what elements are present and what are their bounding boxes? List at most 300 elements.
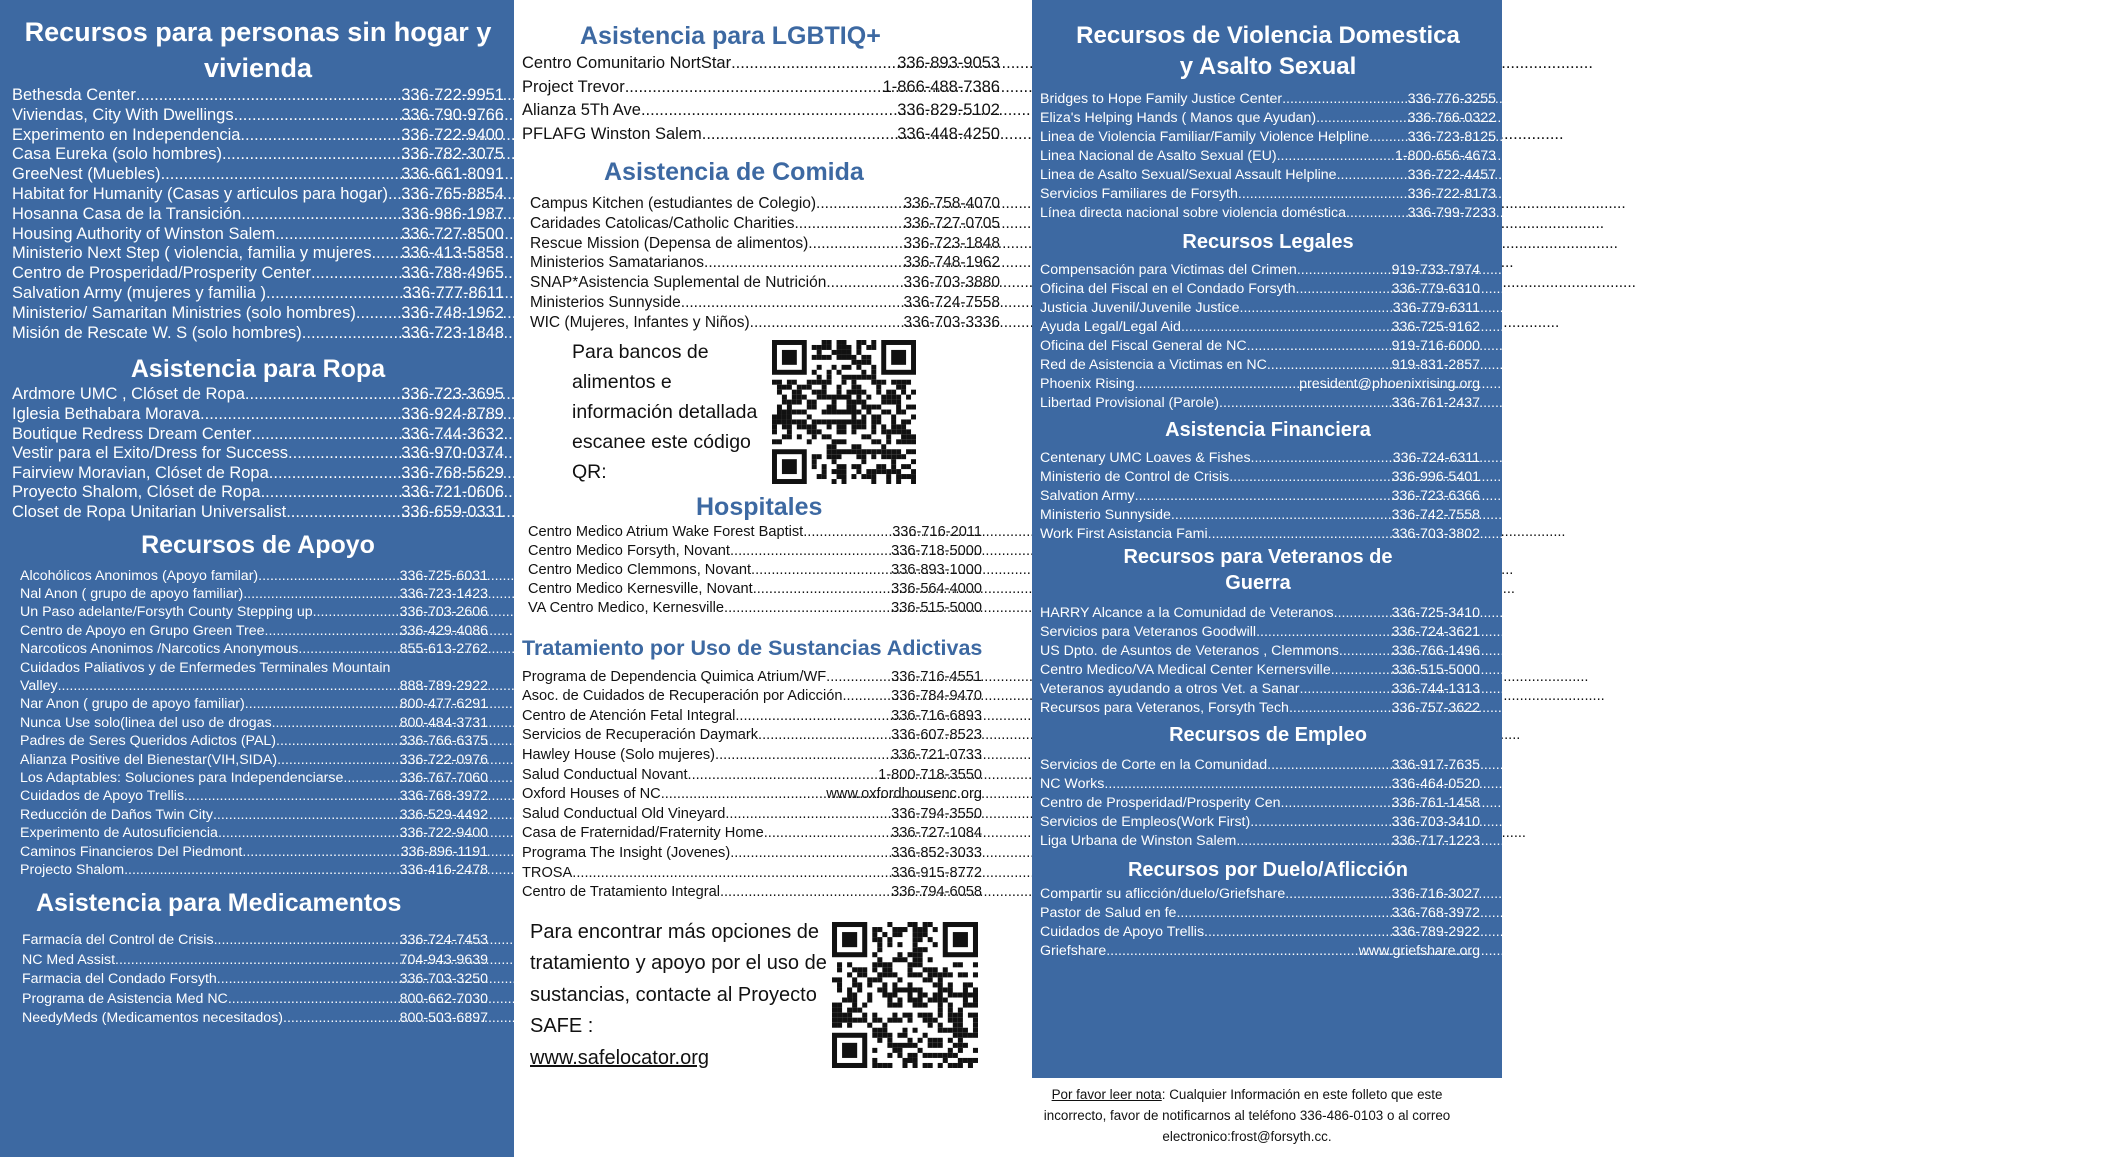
item-contact[interactable]: 336-748-1962 bbox=[903, 254, 1000, 272]
list-item bbox=[22, 1009, 488, 1029]
item-name: Alcohólicos Anonimos (Apoyo familar) bbox=[20, 567, 259, 584]
item-contact[interactable]: 336-777-8611 bbox=[402, 283, 504, 302]
item-contact[interactable]: 919-831-2857 bbox=[1391, 357, 1480, 373]
employment-title: Recursos de Empleo bbox=[1169, 724, 1367, 746]
leader-dots bbox=[115, 951, 400, 971]
item-contact[interactable]: 336-794-6058 bbox=[891, 884, 982, 901]
leader-dots bbox=[702, 123, 898, 147]
item-contact[interactable]: 1-800-718-3550 bbox=[878, 766, 982, 783]
meds-list bbox=[12, 931, 504, 1029]
item-contact[interactable]: 336-789-2922 bbox=[1391, 924, 1480, 940]
item-contact[interactable]: 336-703-3250 bbox=[399, 971, 488, 988]
item-contact[interactable]: 336-893-9053 bbox=[897, 54, 1000, 72]
item-contact[interactable]: 336-765-8854 bbox=[401, 184, 504, 203]
item-contact[interactable]: 336-661-8091 bbox=[401, 165, 504, 184]
leader-dots bbox=[730, 844, 891, 864]
item-contact[interactable]: 336-742-7558 bbox=[1391, 507, 1480, 523]
item-contact[interactable]: 336-799-7233 bbox=[1407, 205, 1496, 221]
list-item bbox=[530, 234, 1000, 254]
item-contact[interactable]: 336-607-8523 bbox=[891, 727, 982, 744]
lgbtiq-list bbox=[522, 52, 1022, 146]
item-contact[interactable]: 336-718-5000 bbox=[891, 542, 982, 559]
list-item bbox=[12, 106, 504, 126]
list-item bbox=[12, 324, 504, 344]
item-contact[interactable]: 336-464-0520 bbox=[1391, 776, 1480, 792]
leader-dots bbox=[1282, 90, 1408, 109]
leader-dots bbox=[1296, 280, 1392, 299]
leader-dots bbox=[243, 585, 399, 603]
item-contact[interactable]: 336-703-3336 bbox=[903, 313, 1000, 331]
list-item bbox=[12, 405, 504, 425]
leader-dots bbox=[58, 677, 400, 695]
item-name: Programa de Dependencia Quimica Atrium/WF bbox=[522, 668, 827, 685]
item-contact[interactable]: 336-725-3410 bbox=[1391, 605, 1480, 621]
leader-dots bbox=[1204, 923, 1392, 942]
item-contact[interactable]: 336-725-6031 bbox=[399, 567, 488, 584]
item-name: Nar Anon ( grupo de apoyo familiar) bbox=[20, 696, 245, 713]
item-contact[interactable]: 336-768-3972 bbox=[399, 788, 488, 805]
item-contact[interactable]: 336-515-5000 bbox=[891, 599, 982, 616]
item-name: Ministerio Next Step ( violencia, familia y mujeres bbox=[12, 244, 372, 263]
list-item bbox=[1040, 166, 1496, 185]
item-contact[interactable]: 336-716-2011 bbox=[892, 523, 982, 540]
list-item bbox=[530, 293, 1000, 313]
list-item bbox=[1040, 904, 1480, 923]
item-name: Projecto Shalom bbox=[20, 862, 125, 879]
leader-dots bbox=[751, 561, 891, 580]
list-item bbox=[1040, 885, 1480, 904]
item-contact[interactable]: 336-784-9470 bbox=[891, 688, 982, 705]
item-name: Servicios de Empleos(Work First) bbox=[1040, 814, 1251, 830]
item-contact[interactable]: 336-429-4086 bbox=[399, 622, 488, 639]
item-contact[interactable]: 336-717-1223 bbox=[1391, 833, 1480, 849]
list-item bbox=[1040, 506, 1480, 525]
item-contact[interactable]: 336-716-6893 bbox=[891, 707, 982, 724]
list-item bbox=[522, 785, 982, 805]
item-contact[interactable]: 336-659-0331 bbox=[401, 502, 504, 521]
item-contact[interactable]: 336-722-9951 bbox=[401, 86, 504, 104]
item-name: Caridades Catolicas/Catholic Charities bbox=[530, 214, 795, 232]
item-name: Los Adaptables: Soluciones para Independenciarse bbox=[20, 769, 344, 786]
leader-dots bbox=[1337, 166, 1408, 185]
item-name: Centro Medico Atrium Wake Forest Baptist bbox=[528, 523, 804, 540]
item-name: Cuidados de Apoyo Trellis bbox=[20, 788, 185, 805]
item-contact[interactable]: 1-800-656-4673 bbox=[1395, 148, 1496, 164]
item-contact[interactable]: 336-722-4457 bbox=[1407, 167, 1496, 183]
safe-block bbox=[530, 917, 1022, 1075]
item-contact[interactable]: 336-782-3075 bbox=[401, 145, 504, 164]
item-contact[interactable]: 800-477-6291 bbox=[399, 696, 488, 713]
leader-dots bbox=[136, 86, 401, 106]
item-contact[interactable]: 336-852-3033 bbox=[891, 844, 982, 861]
leader-dots bbox=[214, 931, 400, 951]
leader-dots bbox=[1281, 794, 1392, 813]
leader-dots bbox=[298, 640, 399, 658]
item-name: Compensación para Victimas del Crimen bbox=[1040, 262, 1297, 278]
item-contact[interactable]: 800-484-3731 bbox=[399, 714, 488, 731]
item-name: Reducción de Daños Twin City bbox=[20, 806, 213, 823]
list-item bbox=[1040, 525, 1480, 544]
leader-dots bbox=[266, 284, 402, 304]
leader-dots bbox=[371, 244, 401, 264]
item-name: Hawley House (Solo mujeres) bbox=[522, 746, 716, 763]
leader-dots bbox=[1135, 487, 1392, 506]
leader-dots bbox=[265, 622, 400, 640]
item-name: Iglesia Bethabara Morava bbox=[12, 404, 201, 423]
list-item bbox=[522, 766, 982, 786]
item-contact[interactable]: 336-723-6366 bbox=[1391, 488, 1480, 504]
item-contact[interactable]: 336-748-1962 bbox=[401, 303, 504, 322]
leader-dots bbox=[808, 234, 903, 254]
item-name: GreeNest (Muebles) bbox=[12, 165, 161, 184]
item-name: Ardmore UMC , Clóset de Ropa bbox=[12, 385, 245, 404]
item-contact[interactable]: 336-723-8125 bbox=[1407, 129, 1496, 145]
list-item bbox=[20, 603, 488, 621]
item-name: Eliza's Helping Hands ( Manos que Ayudan) bbox=[1040, 110, 1317, 126]
item-name: Programa The Insight (Jovenes) bbox=[522, 844, 731, 861]
list-item bbox=[20, 695, 488, 713]
item-contact[interactable]: 336-996-5401 bbox=[1391, 469, 1480, 485]
list-item bbox=[522, 687, 982, 707]
list-item bbox=[1040, 623, 1480, 642]
list-item bbox=[1040, 185, 1496, 204]
leader-dots bbox=[1369, 128, 1408, 147]
list-item bbox=[1040, 204, 1496, 223]
list-item bbox=[22, 970, 488, 990]
item-name: WIC (Mujeres, Infantes y Niños) bbox=[530, 313, 750, 331]
item-contact[interactable]: 336-790-9766 bbox=[401, 105, 504, 124]
item-name: Oxford Houses of NC bbox=[522, 786, 661, 803]
leader-dots bbox=[625, 76, 883, 100]
list-item bbox=[522, 864, 982, 884]
item-contact[interactable]: 336-727-8500 bbox=[401, 224, 504, 243]
item-contact[interactable]: 336-768-3972 bbox=[1391, 905, 1480, 921]
leader-dots bbox=[245, 695, 400, 713]
leader-dots bbox=[641, 99, 897, 123]
item-contact[interactable]: 336-703-2606 bbox=[399, 604, 488, 621]
item-contact[interactable]: 336-724-3621 bbox=[1391, 624, 1480, 640]
list-item bbox=[12, 425, 504, 445]
item-name: Oficina del Fiscal General de NC bbox=[1040, 338, 1247, 354]
item-contact[interactable]: 800-662-7030 bbox=[399, 990, 488, 1007]
item-name: Vestir para el Exito/Dress for Success bbox=[12, 444, 289, 463]
item-contact[interactable]: 336-722-9400 bbox=[399, 825, 488, 842]
item-contact[interactable]: 336-723-1848 bbox=[401, 323, 504, 342]
item-contact[interactable]: 336-722-0976 bbox=[399, 751, 488, 768]
item-contact[interactable]: 336-723-1423 bbox=[399, 585, 488, 602]
item-contact[interactable]: 336-724-6311 bbox=[1392, 450, 1480, 466]
item-contact[interactable]: president@phoenixrising.org bbox=[1299, 376, 1480, 392]
leader-dots bbox=[1256, 623, 1392, 642]
leader-dots bbox=[218, 824, 400, 842]
item-name: Experimento en Independencia bbox=[12, 125, 241, 144]
item-contact[interactable]: 336-722-9400 bbox=[401, 125, 504, 144]
leader-dots bbox=[816, 194, 903, 214]
item-contact[interactable]: 336-716-4551 bbox=[891, 668, 982, 685]
list-item bbox=[20, 640, 488, 658]
leader-dots bbox=[1334, 604, 1392, 623]
item-name: Centro de Prosperidad/Prosperity Center bbox=[12, 264, 311, 283]
correction-note bbox=[1032, 1078, 1502, 1157]
leader-dots bbox=[1346, 204, 1408, 223]
homeless-title: Recursos para personas sin hogar y vivienda bbox=[24, 17, 492, 83]
list-item bbox=[12, 145, 504, 165]
leader-dots bbox=[261, 483, 402, 503]
list-item bbox=[1040, 699, 1480, 718]
leader-dots bbox=[725, 805, 891, 825]
left-panel bbox=[0, 0, 514, 1157]
leader-dots bbox=[1238, 185, 1408, 204]
item-contact[interactable]: www.griefshare.org bbox=[1358, 943, 1480, 959]
item-name: Campus Kitchen (estudiantes de Colegio) bbox=[530, 195, 817, 212]
item-name: Ministerios Sunnyside bbox=[530, 293, 681, 311]
item-contact[interactable]: 336-766-1496 bbox=[1391, 643, 1480, 659]
leader-dots bbox=[688, 766, 879, 786]
veterans-title: Recursos para Veteranos de Guerra bbox=[1123, 546, 1393, 594]
item-name: Servicios para Veteranos Goodwill bbox=[1040, 624, 1257, 640]
list-item bbox=[528, 542, 982, 561]
item-contact[interactable]: 336-779-6310 bbox=[1391, 281, 1480, 297]
leader-dots bbox=[704, 253, 903, 273]
list-item bbox=[522, 883, 982, 903]
item-name: VA Centro Medico, Kernesville bbox=[528, 599, 725, 616]
item-contact[interactable]: 336-794-3550 bbox=[891, 805, 982, 822]
right-panel bbox=[1032, 0, 1502, 1157]
item-name: Ministerio Sunnyside bbox=[1040, 507, 1171, 523]
item-contact[interactable]: 336-703-3880 bbox=[903, 274, 1000, 292]
item-contact[interactable]: 336-788-4965 bbox=[401, 264, 504, 283]
item-name: NC Works bbox=[1040, 776, 1105, 792]
item-contact[interactable]: 336-744-3632 bbox=[401, 424, 504, 443]
item-contact[interactable]: 336-893-1000 bbox=[891, 561, 982, 578]
item-contact[interactable]: 888-789-2922 bbox=[399, 677, 488, 694]
item-name: Servicios Familiares de Forsyth bbox=[1040, 186, 1238, 202]
list-item bbox=[12, 503, 504, 523]
item-name: Pastor de Salud en fe bbox=[1040, 905, 1177, 921]
list-item bbox=[528, 561, 982, 580]
item-name: Centro de Apoyo en Grupo Green Tree bbox=[20, 622, 265, 639]
item-contact[interactable]: 336-766-0322 bbox=[1407, 110, 1496, 126]
item-name: Hosanna Casa de la Transición bbox=[12, 204, 242, 223]
list-item bbox=[530, 214, 1000, 234]
list-item bbox=[20, 567, 488, 585]
item-contact[interactable]: 336-917-7635 bbox=[1391, 757, 1480, 773]
list-item bbox=[20, 585, 488, 603]
list-item bbox=[522, 123, 1000, 147]
item-contact[interactable]: 336-766-6375 bbox=[399, 733, 488, 750]
item-contact[interactable]: 704-943-9639 bbox=[399, 951, 488, 968]
veterans-list bbox=[1040, 604, 1496, 718]
item-contact[interactable]: 336-724-7558 bbox=[903, 293, 1000, 311]
item-contact[interactable]: 336-413-5858 bbox=[401, 244, 504, 263]
food-list bbox=[522, 194, 1022, 333]
leader-dots bbox=[681, 293, 904, 313]
item-name: Recursos para Veteranos, Forsyth Tech bbox=[1040, 700, 1289, 716]
leader-dots bbox=[1289, 699, 1392, 718]
item-name: Nunca Use solo(linea del uso de drogas bbox=[20, 714, 272, 731]
list-item bbox=[1040, 356, 1480, 375]
list-item bbox=[522, 824, 982, 844]
item-contact[interactable]: 336-564-4000 bbox=[891, 580, 982, 597]
list-item bbox=[1040, 487, 1480, 506]
leader-dots bbox=[1247, 337, 1392, 356]
item-contact[interactable]: 336-924-8789 bbox=[401, 404, 504, 423]
leader-dots bbox=[269, 464, 401, 484]
item-contact[interactable]: 336-722-8173 bbox=[1407, 186, 1496, 202]
item-contact[interactable]: 336-970-0374 bbox=[401, 444, 504, 463]
item-name: Project Trevor bbox=[522, 77, 625, 96]
list-item bbox=[1040, 661, 1480, 680]
list-item bbox=[530, 273, 1000, 293]
item-contact[interactable]: www.oxfordhousenc.org bbox=[826, 786, 982, 803]
item-contact[interactable]: 336-896-1191 bbox=[400, 843, 488, 860]
list-item bbox=[20, 622, 488, 640]
item-contact[interactable]: 336-723-3695 bbox=[401, 385, 504, 404]
item-contact[interactable]: 336-768-5629 bbox=[401, 463, 504, 482]
list-item bbox=[20, 659, 488, 677]
food-qr-code[interactable] bbox=[772, 340, 916, 484]
list-item bbox=[522, 76, 1000, 100]
item-contact[interactable]: 336-703-3410 bbox=[1391, 814, 1480, 830]
list-item bbox=[1040, 604, 1480, 623]
item-contact[interactable]: 336-829-5102 bbox=[897, 101, 1000, 119]
item-name: Programa de Asistencia Med NC bbox=[22, 990, 228, 1007]
list-item bbox=[12, 205, 504, 225]
list-item bbox=[1040, 280, 1480, 299]
support-title: Recursos de Apoyo bbox=[141, 530, 375, 559]
leader-dots bbox=[794, 214, 903, 234]
item-contact[interactable]: 336-416-2478 bbox=[399, 862, 488, 879]
note-text: : Cualquier Información en este folleto que este incorrecto, favor de notificarnos al teléfono 336-486-0103 o al correo electronico:frost@forsyth.cc. bbox=[1043, 1087, 1451, 1144]
item-name: Linea de Violencia Familiar/Family Violence Helpline bbox=[1040, 129, 1370, 145]
item-contact[interactable]: 336-761-1458 bbox=[1391, 795, 1480, 811]
list-item bbox=[12, 165, 504, 185]
list-item bbox=[1040, 832, 1480, 851]
leader-dots bbox=[242, 843, 400, 861]
violence-title: Recursos de Violencia Domestica y Asalto Sexual bbox=[1076, 22, 1460, 80]
leader-dots bbox=[1229, 468, 1391, 487]
leader-dots bbox=[1240, 299, 1393, 318]
item-contact[interactable]: 800-503-6897 bbox=[399, 1010, 488, 1027]
leader-dots bbox=[1219, 394, 1392, 413]
item-contact[interactable]: 336-721-0606 bbox=[401, 483, 504, 502]
item-name: Salvation Army (mujeres y familia ) bbox=[12, 283, 266, 302]
list-item bbox=[1040, 261, 1480, 280]
item-contact[interactable]: 336-716-3027 bbox=[1391, 886, 1480, 902]
item-name: Cuidados de Apoyo Trellis bbox=[1040, 924, 1205, 940]
list-item bbox=[12, 483, 504, 503]
item-contact[interactable]: 1-866-488-7386 bbox=[882, 77, 1000, 96]
list-item bbox=[20, 732, 488, 750]
leader-dots bbox=[388, 185, 401, 205]
item-name: Compartir su aflicción/duelo/Griefshare bbox=[1040, 886, 1286, 902]
leader-dots bbox=[715, 746, 891, 766]
item-contact[interactable]: 336-703-3802 bbox=[1391, 526, 1480, 542]
list-item bbox=[12, 444, 504, 464]
item-name: Padres de Seres Queridos Adictos (PAL) bbox=[20, 733, 277, 750]
item-name: Centro de Tratamiento Integral bbox=[522, 884, 720, 901]
note-label: Por favor leer nota bbox=[1051, 1087, 1162, 1102]
item-contact[interactable]: 336-776-3255 bbox=[1407, 91, 1496, 107]
item-contact[interactable]: 336-915-8772 bbox=[891, 864, 982, 881]
item-contact[interactable]: 336-767-7060 bbox=[399, 769, 488, 786]
item-contact[interactable]: 336-779-6311 bbox=[1392, 300, 1480, 316]
item-name: Liga Urbana de Winston Salem bbox=[1040, 833, 1237, 849]
item-contact[interactable]: 336-761-2437 bbox=[1391, 395, 1480, 411]
leader-dots bbox=[356, 304, 401, 324]
item-contact[interactable]: 336-724-7453 bbox=[399, 932, 488, 949]
financial-title: Asistencia Financiera bbox=[1165, 419, 1371, 441]
list-item bbox=[1040, 337, 1480, 356]
leader-dots bbox=[200, 405, 401, 425]
item-contact[interactable]: 336-721-0733 bbox=[891, 746, 982, 763]
item-contact[interactable]: 336-725-9162 bbox=[1391, 319, 1480, 335]
leader-dots bbox=[724, 599, 891, 618]
leader-dots bbox=[1285, 885, 1391, 904]
leader-dots bbox=[213, 806, 400, 824]
item-name: Justicia Juvenil/Juvenile Justice bbox=[1040, 300, 1240, 316]
item-contact[interactable]: 336-727-0705 bbox=[903, 214, 1000, 232]
item-name: Alianza 5Th Ave bbox=[522, 101, 641, 119]
list-item bbox=[12, 244, 504, 264]
leader-dots bbox=[720, 883, 891, 903]
item-name: Caminos Financieros Del Piedmont bbox=[20, 843, 243, 860]
list-item bbox=[20, 751, 488, 769]
leader-dots bbox=[1171, 506, 1392, 525]
item-contact[interactable]: 855-613-2762 bbox=[399, 641, 488, 658]
employment-list bbox=[1040, 756, 1496, 851]
item-contact[interactable]: 336-986-1987 bbox=[401, 204, 504, 223]
item-name: Oficina del Fiscal en el Condado Forsyth bbox=[1040, 281, 1296, 297]
leader-dots bbox=[277, 751, 400, 769]
safe-link[interactable]: www.safelocator.org bbox=[530, 1046, 709, 1069]
addiction-list bbox=[522, 668, 1022, 903]
list-item bbox=[1040, 375, 1480, 394]
item-name: Casa Eureka (solo hombres) bbox=[12, 145, 223, 164]
list-item bbox=[12, 185, 504, 205]
hospitals-title: Hospitales bbox=[696, 492, 823, 521]
item-contact[interactable]: 336-529-4492 bbox=[399, 806, 488, 823]
item-contact[interactable]: 336-723-1848 bbox=[903, 234, 1000, 252]
item-name: Habitat for Humanity (Casas y articulos para hogar) bbox=[12, 184, 388, 203]
list-item bbox=[12, 225, 504, 245]
leader-dots bbox=[1267, 756, 1392, 775]
item-contact[interactable]: 336-757-3622 bbox=[1391, 700, 1480, 716]
food-qr-text: Para bancos de alimentos e información detallada escanee este código QR: bbox=[572, 340, 758, 483]
item-contact[interactable]: 336-515-5000 bbox=[1391, 662, 1480, 678]
safe-qr-code[interactable] bbox=[832, 922, 978, 1068]
item-contact[interactable]: 336-744-1313 bbox=[1391, 681, 1480, 697]
item-contact[interactable]: 919-716-6000 bbox=[1391, 338, 1480, 354]
list-item bbox=[1040, 680, 1480, 699]
item-name: Farmacia del Condado Forsyth bbox=[22, 971, 217, 988]
addiction-title: Tratamiento por Uso de Sustancias Adictivas bbox=[522, 635, 983, 660]
item-contact[interactable]: 336-758-4070 bbox=[903, 195, 1000, 212]
item-name: Centro Medico Forsyth, Novant bbox=[528, 542, 730, 559]
item-contact[interactable]: 336-727-1084 bbox=[891, 825, 982, 842]
item-name: TROSA bbox=[522, 864, 573, 881]
list-item bbox=[1040, 90, 1496, 109]
leader-dots bbox=[826, 668, 891, 688]
safe-text-wrap bbox=[530, 917, 830, 1075]
list-item bbox=[1040, 128, 1496, 147]
leader-dots bbox=[222, 145, 401, 165]
item-contact[interactable]: 919-733-7974 bbox=[1391, 262, 1480, 278]
item-contact[interactable]: 336-448-4250 bbox=[897, 124, 1000, 143]
item-name: Centenary UMC Loaves & Fishes bbox=[1040, 450, 1251, 466]
list-item bbox=[12, 464, 504, 484]
leader-dots bbox=[283, 1009, 400, 1029]
